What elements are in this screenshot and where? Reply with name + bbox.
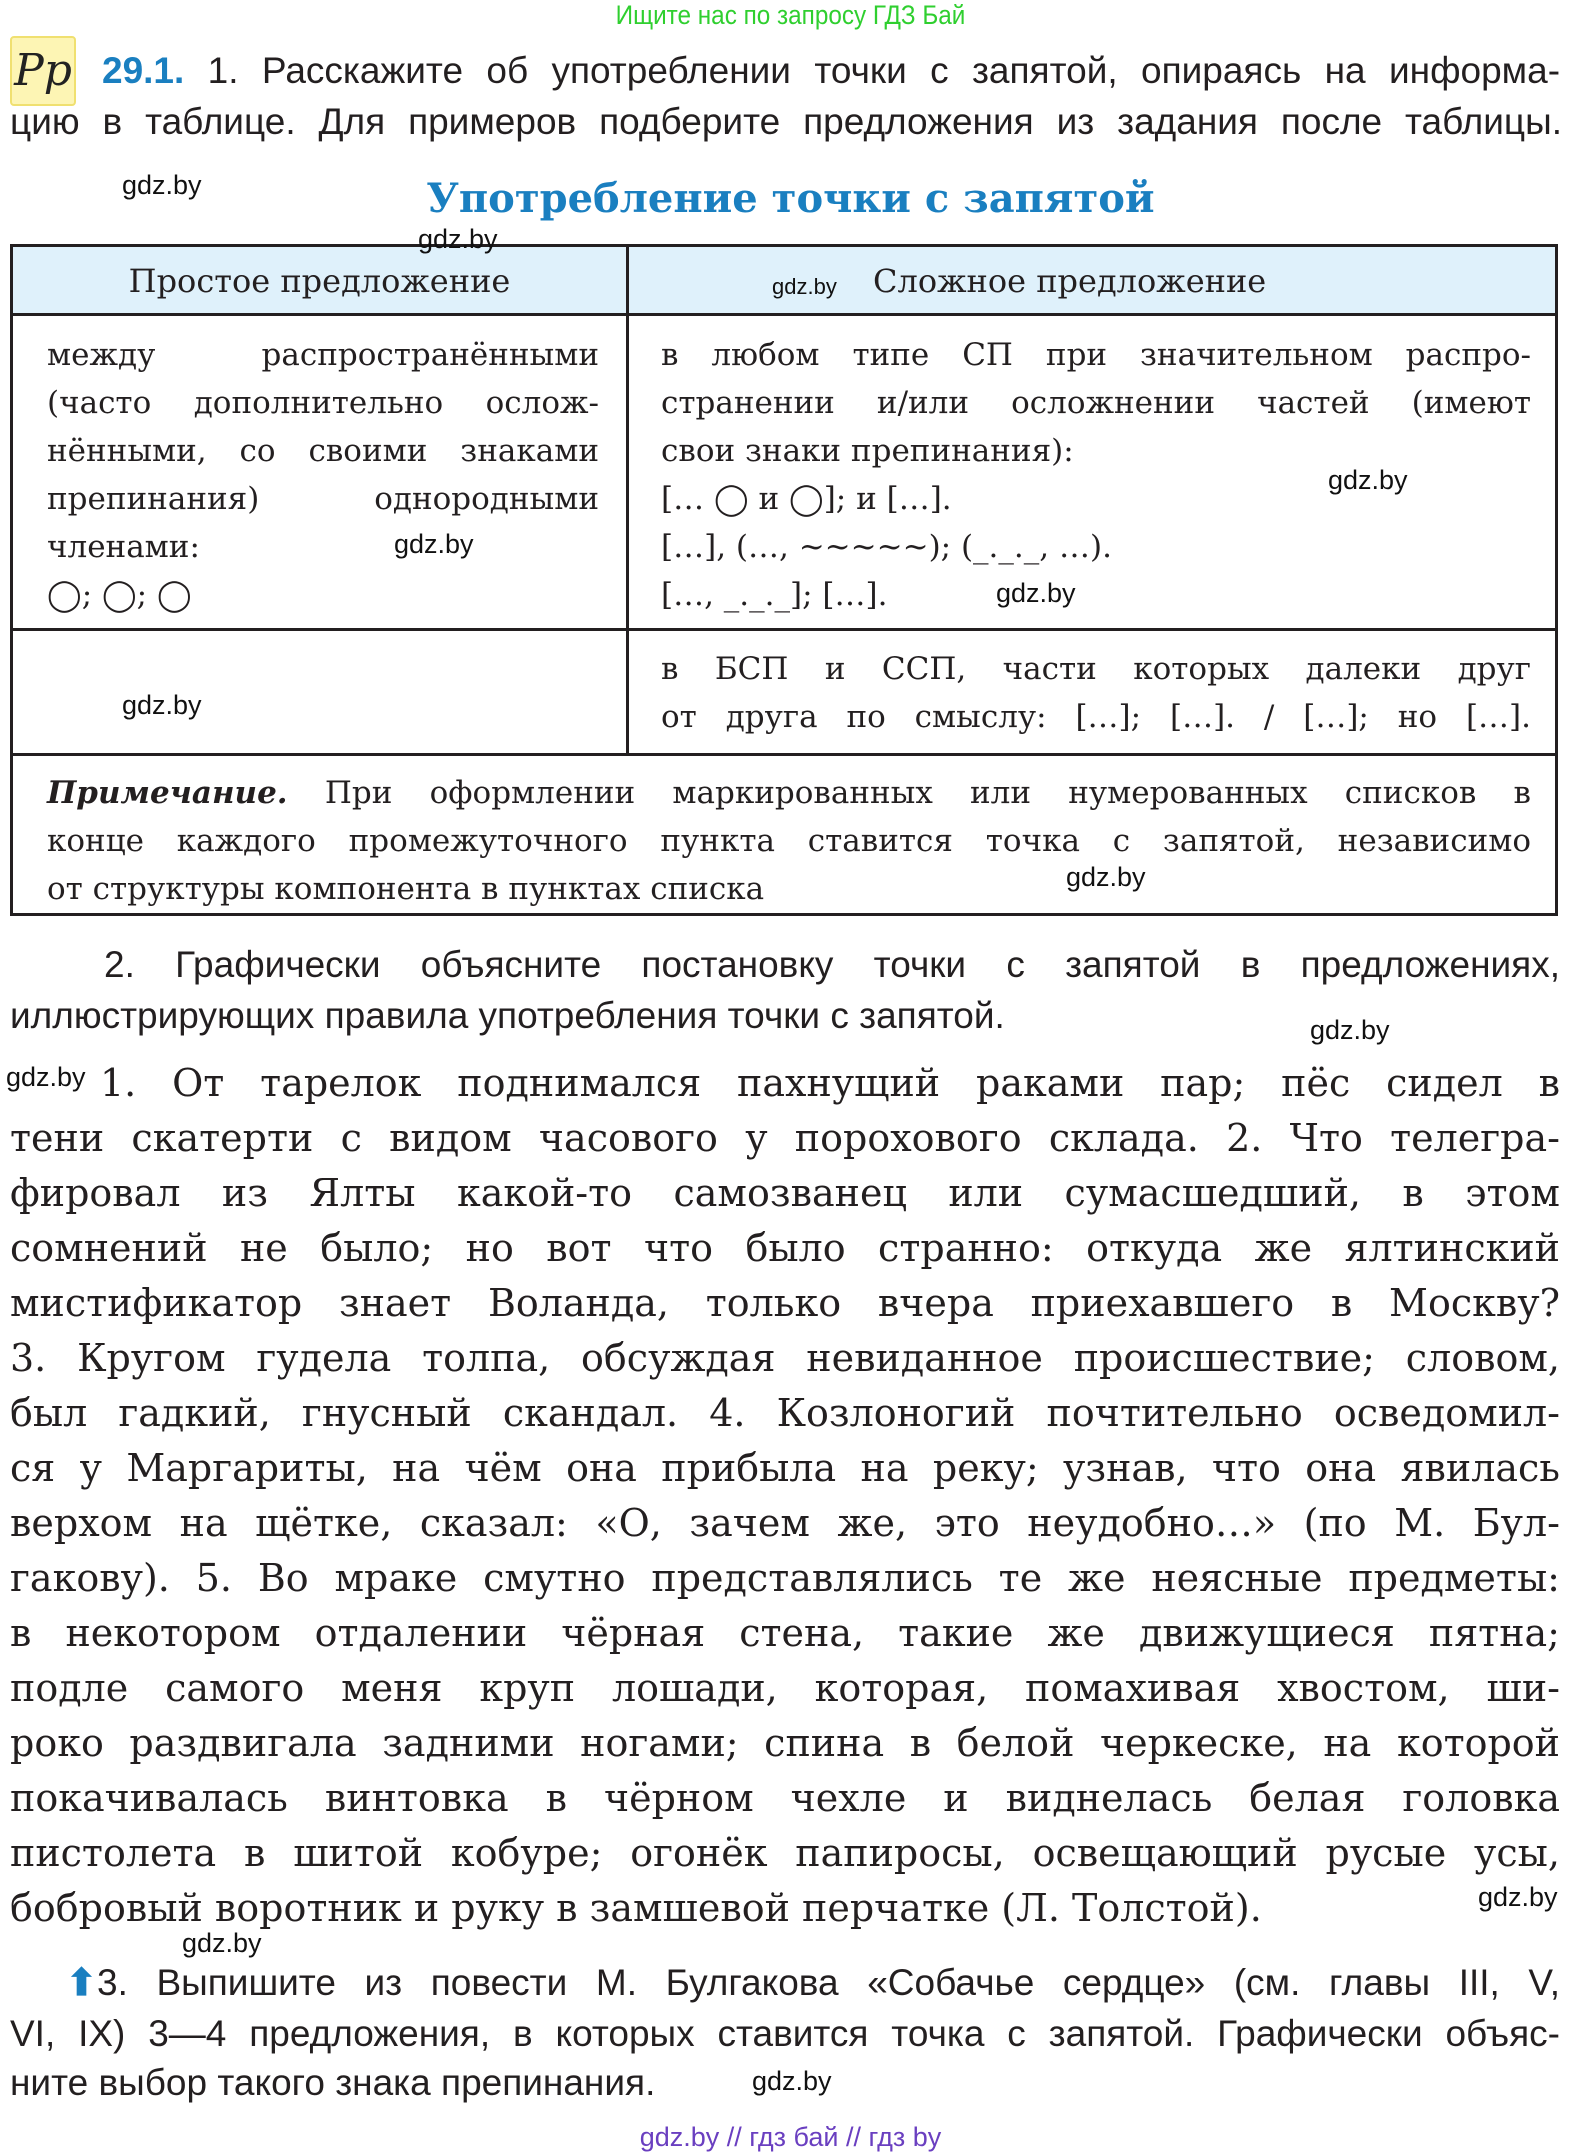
note-line-1	[47, 769, 1531, 817]
note-line: конце каждого промежуточного пункта ставится точка с запятой, независимо	[47, 823, 1531, 859]
column-divider	[626, 247, 629, 753]
row1-left-line: препинания) однородными	[47, 481, 599, 517]
task1-line-2: цию в таблице. Для примеров подберите предложения из задания после таблицы.	[10, 101, 1562, 142]
task3-line: VI, IX) 3—4 предложения, в которых ставится точка с запятой. Графически объяс-	[10, 2013, 1560, 2054]
text-line: 1. От тарелок поднимался пахнущий раками пар; пёс сидел в	[100, 1061, 1560, 1105]
task1-text: 1. Расскажите об употреблении точки с запятой, опираясь на информа-	[207, 50, 1561, 91]
header-simple: Простое предложение	[128, 262, 511, 300]
row1-right-line: свои знаки препинания):	[661, 433, 1074, 469]
watermark: gdz.by	[752, 2066, 832, 2096]
row1-right-line: странении и/или осложнении частей (имеют	[661, 385, 1531, 421]
arrow-up-icon: ⬆	[66, 1962, 98, 2003]
watermark: gdz.by	[418, 224, 498, 254]
watermark: gdz.by	[182, 1928, 262, 1958]
task3-line	[66, 1958, 1560, 2008]
text-line: покачивалась винтовка в чёрном чехле и виднелась белая головка	[10, 1776, 1560, 1820]
text-line: фировал из Ялты какой-то самозванец или сумасшедший, в этом	[10, 1171, 1560, 1215]
task1-line-1	[102, 46, 1560, 96]
row1-right-scheme: […], (…, ~~~~~); (_._._, …).	[661, 529, 1112, 565]
footer-links[interactable]: gdz.by // гдз бай // гдз by	[639, 2122, 942, 2152]
row1-left-line: (часто дополнительно ослож-	[47, 385, 599, 421]
rule-badge-icon: Pp	[10, 36, 76, 106]
watermark: gdz.by	[394, 529, 474, 559]
text-line: сомнений не было; но вот что было странно: откуда же ялтинский	[10, 1226, 1560, 1270]
note-text: При оформлении маркированных или нумерованных списков в	[287, 775, 1531, 811]
note-label: Примечание.	[47, 775, 288, 811]
row1-right-line: в любом типе СП при значительном распро-	[661, 337, 1531, 373]
task3-line: ните выбор такого знака препинания.	[10, 2062, 656, 2103]
text-line: в некотором отдалении чёрная стена, такие же движущиеся пятна;	[10, 1611, 1560, 1655]
text-line: ся у Маргариты, на чём она прибыла на реку; узнав, что она явилась	[10, 1446, 1560, 1490]
watermark: gdz.by	[1066, 862, 1146, 892]
row1-left-line: нёнными, со своими знаками	[47, 433, 599, 469]
row1-right-scheme: […, _._._]; […].	[661, 577, 888, 613]
text-line: был гадкий, гнусный скандал. 4. Козлоногий почтительно осведомил-	[10, 1391, 1560, 1435]
header-complex: Сложное предложение	[873, 262, 1267, 300]
task3-text: 3. Выпишите из повести М. Булгакова «Собачье сердце» (см. главы III, V,	[97, 1962, 1560, 2003]
row1-right-scheme: [… ◯ и ◯]; и […].	[661, 481, 952, 517]
rules-table	[10, 244, 1558, 916]
text-line: мистификатор знает Воланда, только вчера приехавшего в Москву?	[10, 1281, 1560, 1325]
watermark: gdz.by	[996, 578, 1076, 608]
row1-left-scheme: ◯; ◯; ◯	[47, 577, 192, 613]
note-line: от структуры компонента в пунктах списка	[47, 871, 765, 907]
watermark: gdz.by	[1328, 465, 1408, 495]
divider	[13, 313, 1555, 316]
watermark: gdz.by	[1310, 1015, 1390, 1045]
row1-left-line: между распространёнными	[47, 337, 599, 373]
divider	[13, 753, 1555, 756]
text-line: 3. Кругом гудела толпа, обсуждая невиданное происшествие; словом,	[10, 1336, 1560, 1380]
watermark: gdz.by	[122, 170, 202, 200]
divider	[13, 628, 1555, 631]
text-line: верхом на щётке, сказал: «О, зачем же, это неудобно…» (по М. Бул-	[10, 1501, 1560, 1545]
watermark: gdz.by	[772, 274, 837, 299]
text-line: тени скатерти с видом часового у порохового склада. 2. Что телегра-	[10, 1116, 1560, 1160]
text-line: бобровый воротник и руку в замшевой перчатке (Л. Толстой).	[10, 1886, 1262, 1930]
text-line: подле самого меня круп лошади, которая, помахивая хвостом, ши-	[10, 1666, 1560, 1710]
text-line: пистолета в шитой кобуре; огонёк папиросы, освещающий русые усы,	[10, 1831, 1560, 1875]
task2-line: 2. Графически объясните постановку точки с запятой в предложениях,	[104, 944, 1560, 985]
text-line: роко раздвигала задними ногами; спина в белой черкеске, на которой	[10, 1721, 1560, 1765]
row2-right-line: в БСП и ССП, части которых далеки друг	[661, 651, 1531, 687]
top-banner[interactable]: Ищите нас по запросу ГДЗ Бай	[615, 0, 966, 30]
task-number: 29.1.	[102, 50, 185, 91]
row2-right-line: от друга по смыслу: […]; […]. / […]; но […].	[661, 699, 1531, 735]
watermark: gdz.by	[6, 1062, 86, 1092]
row1-left-line: членами:	[47, 529, 200, 565]
text-line: гакову). 5. Во мраке смутно представлялись те же неясные предметы:	[10, 1556, 1560, 1600]
table-title: Употребление точки с запятой	[426, 175, 1155, 222]
task2-line: иллюстрирующих правила употребления точки с запятой.	[10, 995, 1005, 1036]
watermark: gdz.by	[1478, 1882, 1558, 1912]
watermark: gdz.by	[122, 690, 202, 720]
